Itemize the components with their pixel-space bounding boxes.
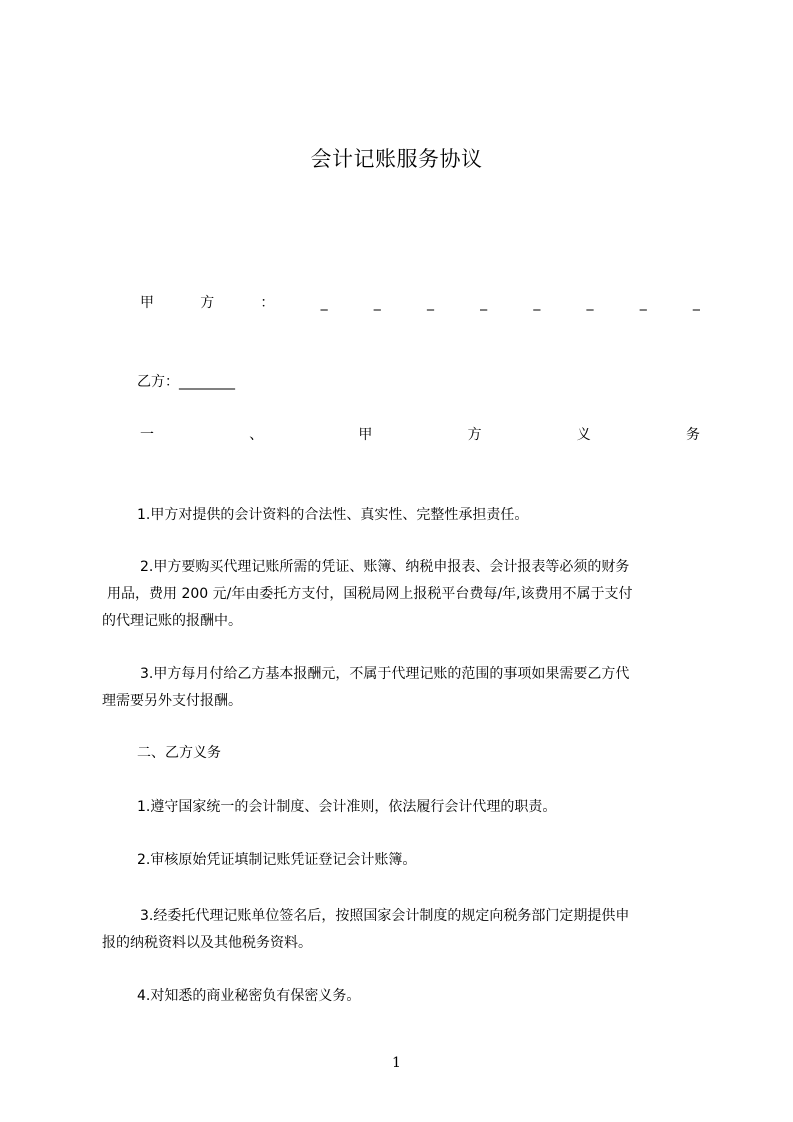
clause-line: 用品，费用 200 元/年由委托方支付，国税局网上报税平台费每/年,该费用不属于支付	[107, 586, 633, 602]
section-1-char: 甲	[358, 427, 373, 443]
party-a-char: ：	[260, 295, 275, 311]
clause-line: 理需要另外支付报酬。	[102, 693, 242, 709]
section-1-char: 、	[249, 427, 264, 443]
party-b-clause-4: 4.对知悉的商业秘密负有保密义务。	[137, 988, 361, 1004]
party-b-clause-1: 1.遵守国家统一的会计制度、会计准则，依法履行会计代理的职责。	[137, 799, 557, 815]
party-a-char: 方	[200, 295, 215, 311]
party-a-blank: _	[586, 295, 594, 311]
party-a-clause-3	[102, 664, 700, 712]
page-number: 1	[392, 1055, 401, 1071]
party-b-line: 乙方：________	[137, 374, 235, 390]
party-a-blank: _	[480, 295, 488, 311]
party-a-blank: _	[533, 295, 541, 311]
section-1-char: 义	[576, 427, 591, 443]
section-1-char: 务	[685, 427, 700, 443]
party-b-clause-2: 2.审核原始凭证填制记账凭证登记会计账簿。	[137, 852, 417, 868]
clause-line: 2.甲方要购买代理记账所需的凭证、账簿、纳税申报表、会计报表等必须的财务	[140, 559, 630, 575]
party-a-blank: _	[373, 295, 381, 311]
party-a-char: 甲	[140, 295, 154, 311]
clause-line: 的代理记账的报酬中。	[102, 613, 242, 629]
party-a-blank: _	[320, 295, 328, 311]
clause-text: 1.甲方对提供的会计资料的合法性、真实性、完整性承担责任。	[137, 507, 529, 523]
party-a-clause-1	[137, 505, 700, 526]
clause-line: 3.甲方每月付给乙方基本报酬元，不属于代理记账的范围的事项如果需要乙方代	[140, 666, 630, 682]
clause-line: 3.经委托代理记账单位签名后，按照国家会计制度的规定向税务部门定期提供申	[140, 908, 630, 924]
clause-line: 报的纳税资料以及其他税务资料。	[102, 935, 312, 951]
party-b-clause-3	[102, 906, 700, 954]
document-title: 会计记账服务协议	[310, 147, 483, 171]
section-1-char: 方	[467, 427, 482, 443]
party-a-line	[140, 292, 700, 312]
section-1-heading	[140, 424, 700, 444]
section-2-heading: 二、乙方义务	[137, 745, 221, 761]
party-a-clause-2	[102, 557, 700, 632]
party-a-blank: _	[426, 295, 434, 311]
party-a-blank: _	[692, 295, 700, 311]
section-1-char: 一	[140, 427, 154, 443]
party-a-blank: _	[639, 295, 647, 311]
